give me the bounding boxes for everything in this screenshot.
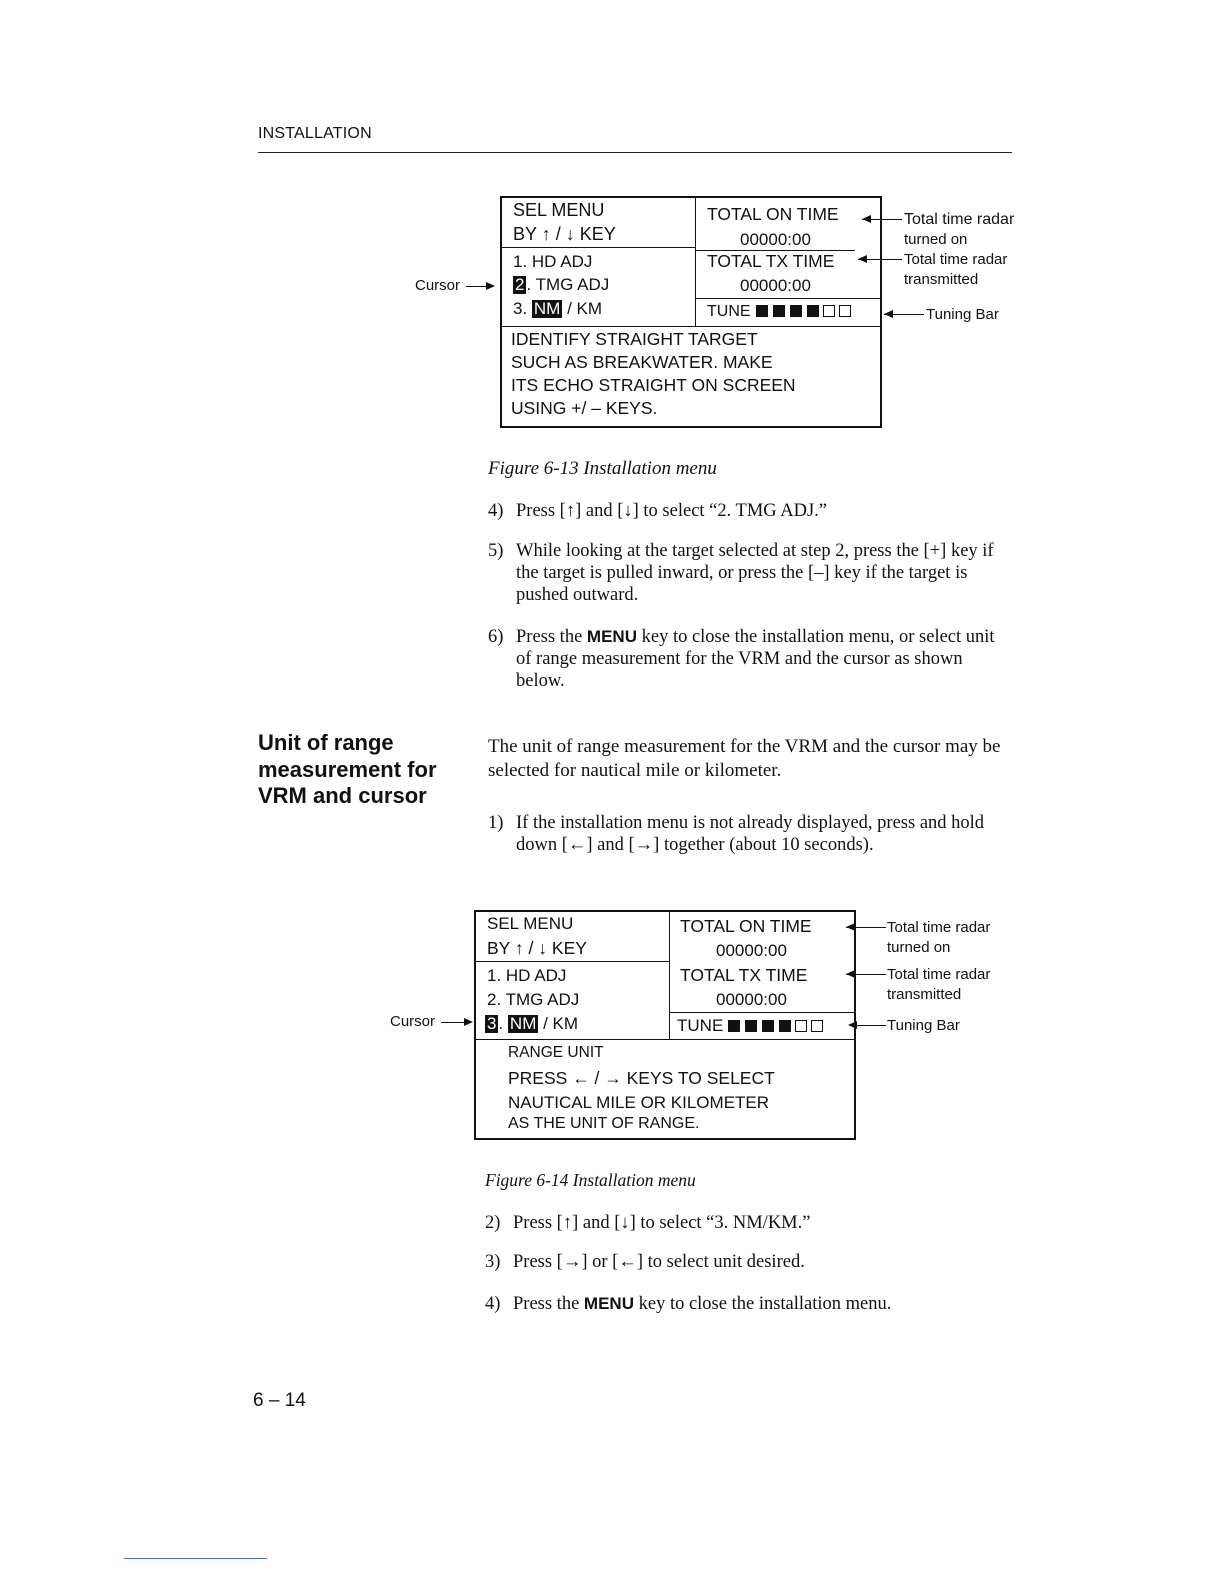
up-arrow-icon: ↑ [514,938,524,958]
step-4-tmg: 4) Press [↑] and [↓] to select “2. TMG ADJ.” [488,501,828,521]
annot-total-tx-2: transmitted [904,271,979,288]
step-5-adjust: 5) While looking at the target selected at step 2, press the [+] key if the target is pulled inward, or press the [–] key if the target is pushed outward. [488,541,994,605]
total-tx-time-label: TOTAL TX TIME [680,965,808,985]
annot-total-tx-1: Total time radar [904,251,1008,268]
menu-message-line-1: IDENTIFY STRAIGHT TARGET [511,329,758,349]
figure-caption-6-13: Figure 6-13 Installation menu [488,458,717,479]
annot-total-tx-1: Total time radar [887,966,991,983]
menu-message-line-3: NAUTICAL MILE OR KILOMETER [508,1093,770,1112]
section-title-line-1: Unit of range [258,730,394,755]
menu-message-line-3: ITS ECHO STRAIGHT ON SCREEN [511,375,796,395]
tuning-bar: TUNE [707,303,851,321]
menu-key-label: MENU [586,627,637,646]
cursor-highlight: 3 [487,1014,497,1033]
annot-total-on-2: turned on [887,939,951,956]
menu-item-nm-km: 3. NM / KM [513,299,603,318]
total-tx-time-value: 00000:00 [740,276,811,295]
section-intro: The unit of range measurement for the VRM and the cursor may be selected for nautical mile or kilometer. [488,736,1001,781]
annot-total-on-2: turned on [904,231,968,248]
tuning-bar: TUNE [677,1016,823,1036]
total-tx-time-label: TOTAL TX TIME [707,251,835,271]
annot-arrow-icon [858,255,867,263]
installation-menu-2 [474,910,856,1140]
sel-menu-label: SEL MENU [487,914,574,933]
annot-arrow-icon [848,1021,857,1029]
total-on-time-label: TOTAL ON TIME [707,204,839,224]
menu-item-tmg-adj: 2. TMG ADJ [487,990,580,1009]
cursor-arrow-line [466,286,488,287]
total-on-time-value: 00000:00 [716,941,787,960]
cursor-arrow-head [464,1018,473,1026]
menu-item-hd-adj: 1. HD ADJ [513,252,593,271]
header-rule [258,152,1012,153]
sel-menu-key-hint: BY ↑ / ↓ KEY [513,224,616,244]
step-2-nmkm: 2) Press [↑] and [↓] to select “3. NM/KM.” [485,1213,811,1233]
sel-menu-label: SEL MENU [513,200,605,220]
down-arrow-icon: ↓ [538,938,548,958]
running-header: INSTALLATION [258,125,372,142]
step-3-unit: 3) Press [→] or [←] to select unit desired. [485,1252,805,1272]
menu-message-line-4: AS THE UNIT OF RANGE. [508,1115,700,1132]
step-6-menu: 6) Press the MENU key to close the installation menu, or select unit of range measurement for the VRM and the cursor as shown below. [488,627,995,691]
total-on-time-value: 00000:00 [740,230,811,249]
down-arrow-icon: ↓ [565,224,575,244]
up-arrow-icon: ↑ [541,224,551,244]
menu-message-line-2: SUCH AS BREAKWATER. MAKE [511,352,773,372]
menu-item-tmg-adj: 2 . TMG ADJ [515,275,610,294]
annot-arrow-icon [884,310,893,318]
menu-message-line-4: USING +/ – KEYS. [511,398,658,418]
menu-key-label: MENU [583,1294,634,1313]
annot-tuning-bar: Tuning Bar [887,1017,960,1034]
annot-tuning-bar: Tuning Bar [926,306,999,323]
annot-total-tx-2: transmitted [887,986,962,1003]
annot-arrow-icon [846,970,855,978]
annot-arrow-icon [862,215,871,223]
cursor-label: Cursor [390,1013,436,1030]
figure-caption-6-14: Figure 6-14 Installation menu [485,1170,696,1190]
section-title-line-2: measurement for [258,757,437,782]
cursor-label: Cursor [415,277,461,294]
footer-rule [124,1558,267,1559]
menu-message-line-2: PRESS ← / → KEYS TO SELECT [508,1068,775,1088]
annot-arrow-icon [846,923,855,931]
menu-item-nm-km: 3 . NM / KM [487,1014,579,1033]
page-number: 6 – 14 [253,1390,306,1411]
step-1-display-menu: 1) If the installation menu is not already displayed, press and hold down [←] and [→] together (about 10 seconds). [488,813,985,855]
section-title-line-3: VRM and cursor [258,783,427,808]
menu-message-line-1: RANGE UNIT [508,1044,604,1061]
cursor-highlight: 2 [515,275,525,294]
installation-menu-1 [500,196,882,428]
sel-menu-key-hint: BY ↑ / ↓ KEY [487,938,587,958]
annot-total-on-1: Total time radar [887,919,991,936]
total-on-time-label: TOTAL ON TIME [680,916,812,936]
cursor-arrow-head [486,282,495,290]
annot-total-on-1: Total time radar [904,211,1015,228]
menu-item-hd-adj: 1. HD ADJ [487,966,567,985]
step-4-close: 4) Press the MENU key to close the installation menu. [485,1294,892,1314]
total-tx-time-value: 00000:00 [716,990,787,1009]
